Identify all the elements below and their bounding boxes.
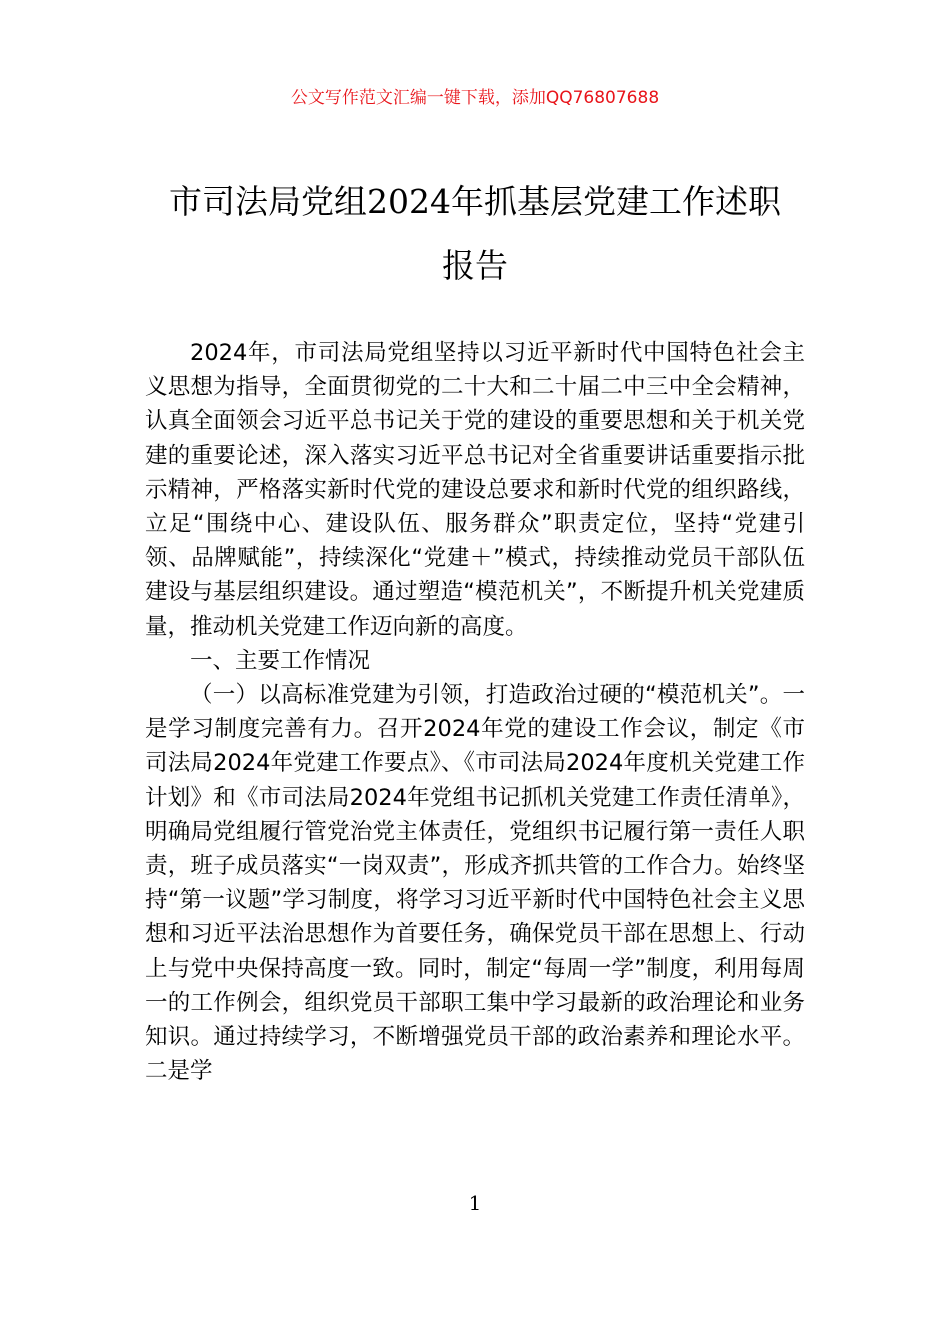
intro-paragraph: 2024年，市司法局党组坚持以习近平新时代中国特色社会主义思想为指导，全面贯彻党的二十大和二十届二中三中全会精神，认真全面领会习近平总书记关于党的建设的重要思想和关于机关党建的重要论述，深入落实习近平总书记对全省重要讲话重要指示批示精神，严格落实新时代党的建设总要求和新时代党的组织路线，立足“围绕中心、建设队伍、服务群众”职责定位，坚持“党建引领、品牌赋能”，持续深化“党建＋”模式，持续推动党员干部队伍建设与基层组织建设。通过塑造“模范机关”，不断提升机关党建质量，推动机关党建工作迈向新的高度。 — [145, 340, 805, 640]
section-heading: 一、主要工作情况 — [190, 647, 371, 674]
title-line-1: 市司法局党组2024年抓基层党建工作述职 — [169, 182, 781, 221]
watermark-banner: 公文写作范文汇编一键下载，添加QQ76807688 — [290, 88, 660, 108]
page-number: 1 — [468, 1191, 482, 1215]
title-line-2: 报告 — [442, 246, 508, 285]
document-title — [110, 170, 840, 298]
document-body — [145, 336, 805, 1088]
body-paragraph: （一）以高标准党建为引领，打造政治过硬的“模范机关”。一是学习制度完善有力。召开2024年党的建设工作会议，制定《市司法局2024年党建工作要点》、《市司法局2024年度机关党建工作计划》和《市司法局2024年党组书记抓机关党建工作责任清单》，明确局党组履行管党治党主体责任，党组织书记履行第一责任人职责，班子成员落实“一岗双责”，形成齐抓共管的工作合力。始终坚持“第一议题”学习制度，将学习习近平新时代中国特色社会主义思想和习近平法治思想作为首要任务，确保党员干部在思想上、行动上与党中央保持高度一致。同时，制定“每周一学”制度，利用每周一的工作例会，组织党员干部职工集中学习最新的政治理论和业务知识。通过持续学习，不断增强党员干部的政治素养和理论水平。二是学 — [145, 682, 805, 1085]
